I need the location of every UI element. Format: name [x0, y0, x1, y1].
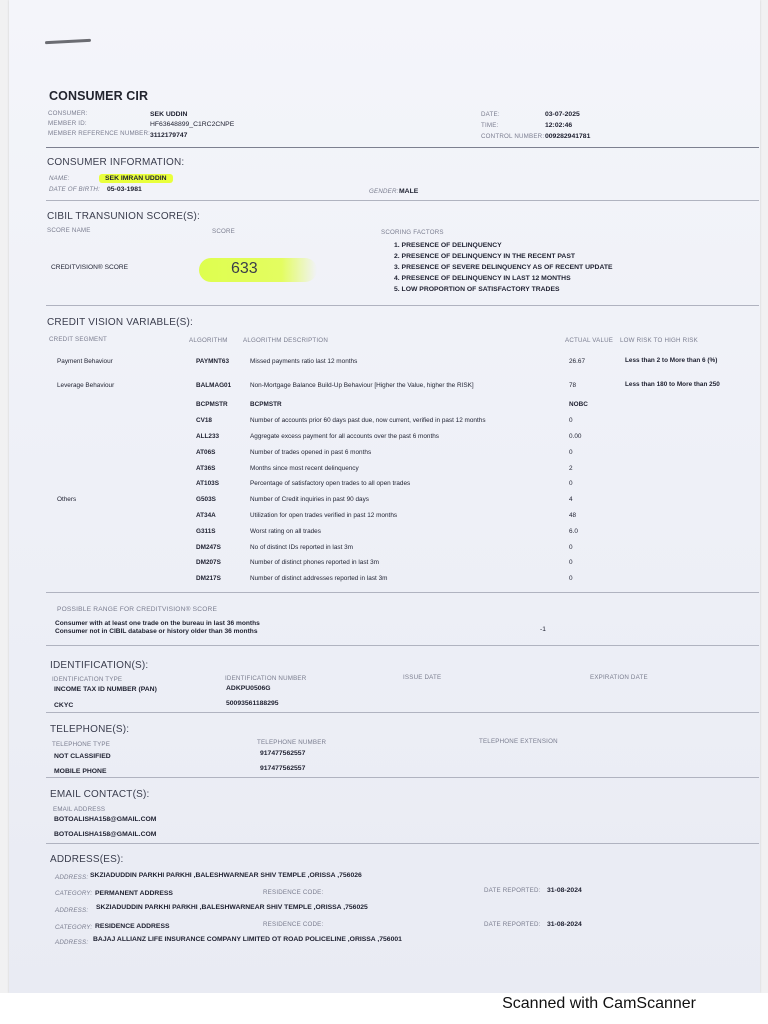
- scoring-factor: 1. PRESENCE OF DELINQUENCY: [394, 242, 502, 249]
- actual-cell: 0: [569, 417, 573, 425]
- risk-cell: [625, 429, 721, 445]
- scoring-factor: 4. PRESENCE OF DELINQUENCY IN LAST 12 MONTHS: [394, 275, 571, 282]
- algorithm-cell: DM217S: [196, 575, 221, 583]
- date-reported-label: DATE REPORTED:: [484, 921, 541, 928]
- segment-cell: [57, 508, 196, 524]
- table-row: [57, 571, 721, 587]
- time-label: TIME:: [481, 122, 499, 129]
- phone-number-cell: 917477562557: [260, 765, 306, 772]
- category-label: CATEGORY:: [55, 924, 93, 931]
- table-row: [57, 460, 721, 476]
- description-cell: Months since most recent delinquency: [250, 464, 359, 472]
- risk-cell: [625, 539, 721, 555]
- score-value: 633: [231, 260, 258, 277]
- description-cell: Utilization for open trades verified in past 12 months: [250, 511, 398, 519]
- table-row: [57, 429, 721, 445]
- actual-cell: 2: [569, 464, 573, 472]
- algorithm-cell: BCPMSTR: [196, 401, 228, 409]
- segment-cell: [57, 555, 196, 571]
- telephone-heading: TELEPHONE(S):: [50, 724, 130, 735]
- member-id-label: MEMBER ID:: [48, 120, 87, 127]
- actual-cell: 0.00: [569, 432, 582, 440]
- date-reported-value: 31-08-2024: [547, 887, 582, 894]
- segment-cell: [57, 571, 196, 587]
- algorithm-cell: AT103S: [196, 480, 219, 488]
- id-number-cell: ADKPU0506G: [226, 685, 271, 692]
- risk-cell: [625, 555, 721, 571]
- phone-number-col: TELEPHONE NUMBER: [257, 739, 327, 746]
- risk-cell: [625, 508, 721, 524]
- email-address-col: EMAIL ADDRESS: [53, 806, 106, 813]
- scoring-factor: 3. PRESENCE OF SEVERE DELINQUENCY AS OF RECENT UPDATE: [394, 264, 613, 271]
- variables-table: [57, 349, 721, 587]
- actual-cell: 26.67: [569, 357, 585, 365]
- actual-cell: 78: [569, 381, 577, 389]
- segment-cell: [57, 397, 196, 413]
- algorithm-cell: PAYMNT63: [196, 357, 230, 365]
- range-line-2: Consumer not in CIBIL database or history older than 36 months: [55, 628, 258, 635]
- description-cell: Number of trades opened in past 6 months: [250, 448, 372, 456]
- scanner-watermark: Scanned with CamScanner: [502, 995, 696, 1012]
- phone-type-cell: NOT CLASSIFIED: [54, 753, 111, 760]
- divider: [46, 777, 759, 778]
- table-row: [57, 539, 721, 555]
- actual-cell: 6.0: [569, 527, 578, 535]
- page-title: CONSUMER CIR: [49, 89, 149, 103]
- address-label: ADDRESS:: [55, 907, 89, 914]
- email-heading: EMAIL CONTACT(S):: [50, 789, 150, 800]
- scanner-footer: [0, 993, 768, 1024]
- variables-heading: CREDIT VISION VARIABLE(S):: [47, 317, 193, 328]
- range-line-1: Consumer with at least one trade on the bureau in last 36 months: [55, 620, 260, 627]
- risk-cell: [625, 476, 721, 492]
- category-value: PERMANENT ADDRESS: [95, 890, 173, 897]
- table-row: [57, 349, 721, 373]
- segment-cell: Leverage Behaviour: [57, 381, 115, 389]
- algorithm-cell: AT36S: [196, 464, 216, 472]
- description-cell: Percentage of satisfactory open trades to all open trades: [250, 480, 411, 488]
- score-col: SCORE: [212, 228, 236, 235]
- control-value: 009282941781: [545, 133, 591, 140]
- residence-code-label: RESIDENCE CODE:: [263, 921, 324, 928]
- algorithm-cell: ALL233: [196, 432, 220, 440]
- segment-col: CREDIT SEGMENT: [49, 336, 108, 343]
- divider: [46, 712, 759, 713]
- address-label: ADDRESS:: [55, 874, 89, 881]
- actual-cell: 0: [569, 575, 573, 583]
- dob-label: DATE OF BIRTH:: [49, 186, 100, 193]
- algorithm-cell: CV18: [196, 417, 212, 425]
- scoring-factors: [394, 242, 613, 297]
- range-heading: POSSIBLE RANGE FOR CREDITVISION® SCORE: [57, 606, 218, 613]
- risk-cell: [625, 523, 721, 539]
- risk-cell: Less than 2 to More than 6 (%): [625, 357, 718, 364]
- description-cell: Worst rating on all trades: [250, 527, 321, 535]
- date-reported-value: 31-08-2024: [547, 921, 582, 928]
- algorithm-cell: G311S: [196, 527, 216, 535]
- gender-label: GENDER:: [369, 188, 399, 195]
- pen-mark: [45, 39, 91, 44]
- actual-col: ACTUAL VALUE: [565, 337, 614, 344]
- actual-cell: 0: [569, 559, 573, 567]
- divider: [46, 645, 759, 646]
- risk-cell: [625, 492, 721, 508]
- algorithm-cell: DM207S: [196, 559, 221, 567]
- segment-cell: [57, 413, 196, 429]
- phone-extension-col: TELEPHONE EXTENSION: [479, 738, 558, 745]
- category-value: RESIDENCE ADDRESS: [95, 923, 170, 930]
- id-type-cell: INCOME TAX ID NUMBER (PAN): [54, 686, 157, 693]
- phone-type-col: TELEPHONE TYPE: [52, 741, 111, 748]
- date-label: DATE:: [481, 111, 500, 118]
- control-label: CONTROL NUMBER:: [481, 133, 545, 140]
- member-id-value: HF63648899_C1RC2CNPE: [150, 121, 235, 128]
- id-number-cell: 50093561188295: [226, 700, 279, 707]
- id-type-col: IDENTIFICATION TYPE: [52, 676, 123, 683]
- actual-cell: 0: [569, 543, 573, 551]
- table-row: [57, 523, 721, 539]
- consumer-label: CONSUMER:: [48, 110, 88, 117]
- time-value: 12:02:46: [545, 122, 573, 129]
- segment-cell: [57, 429, 196, 445]
- algorithm-cell: BALMAG01: [196, 381, 232, 389]
- risk-cell: Less than 180 to More than 250: [625, 381, 720, 388]
- risk-cell: [625, 397, 721, 413]
- id-expiry-col: EXPIRATION DATE: [590, 674, 648, 681]
- date-value: 03-07-2025: [545, 111, 580, 118]
- segment-cell: [57, 460, 196, 476]
- algorithm-cell: AT06S: [196, 448, 216, 456]
- range-value-2: -1: [540, 626, 546, 633]
- factors-col: SCORING FACTORS: [381, 229, 444, 236]
- phone-number-cell: 917477562557: [260, 750, 306, 757]
- segment-cell: [57, 539, 196, 555]
- divider: [46, 592, 759, 593]
- description-cell: Number of accounts prior 60 days past due, now current, verified in past 12 months: [250, 417, 486, 425]
- id-type-cell: CKYC: [54, 702, 74, 709]
- address-value: SKZIADUDDIN PARKHI PARKHI ,BALESHWARNEAR SHIV TEMPLE ,ORISSA ,756025: [96, 904, 368, 911]
- table-row: [57, 444, 721, 460]
- email-cell: BOTOALISHA158@GMAIL.COM: [54, 831, 157, 838]
- dob-value: 05-03-1981: [107, 186, 142, 193]
- email-cell: BOTOALISHA158@GMAIL.COM: [54, 816, 157, 823]
- risk-cell: [625, 413, 721, 429]
- id-issue-col: ISSUE DATE: [403, 674, 442, 681]
- description-cell: Number of distinct addresses reported in last 3m: [250, 575, 388, 583]
- segment-cell: [57, 476, 196, 492]
- address-label: ADDRESS:: [55, 939, 89, 946]
- table-row: [57, 373, 721, 397]
- description-cell: Number of Credit inquiries in past 90 days: [250, 496, 369, 504]
- divider: [46, 305, 759, 306]
- member-ref-value: 3112179747: [150, 132, 188, 139]
- algorithm-col: ALGORITHM: [189, 337, 228, 344]
- description-cell: BCPMSTR: [250, 401, 282, 409]
- id-number-col: IDENTIFICATION NUMBER: [225, 675, 307, 682]
- divider: [46, 147, 759, 148]
- consumer-value: SEK UDDIN: [150, 111, 188, 118]
- description-col: ALGORITHM DESCRIPTION: [243, 337, 328, 344]
- report-sheet: [9, 0, 760, 993]
- score-name: CREDITVISION® SCORE: [51, 264, 129, 271]
- date-reported-label: DATE REPORTED:: [484, 887, 541, 894]
- actual-cell: 48: [569, 511, 577, 519]
- algorithm-cell: G503S: [196, 496, 216, 504]
- table-row: [57, 397, 721, 413]
- name-value: [99, 175, 173, 182]
- residence-code-label: RESIDENCE CODE:: [263, 889, 324, 896]
- actual-cell: 0: [569, 448, 573, 456]
- segment-cell: Payment Behaviour: [57, 357, 113, 365]
- name-label: NAME:: [49, 175, 70, 182]
- phone-type-cell: MOBILE PHONE: [54, 768, 107, 775]
- table-row: [57, 555, 721, 571]
- score-heading: CIBIL TRANSUNION SCORE(S):: [47, 211, 200, 222]
- consumer-info-heading: CONSUMER INFORMATION:: [47, 157, 185, 168]
- algorithm-cell: DM247S: [196, 543, 221, 551]
- risk-cell: [625, 571, 721, 587]
- actual-cell: 0: [569, 480, 573, 488]
- member-ref-label: MEMBER REFERENCE NUMBER:: [48, 130, 151, 137]
- actual-cell: 4: [569, 496, 573, 504]
- divider: [46, 843, 759, 844]
- table-row: [57, 508, 721, 524]
- segment-cell: [57, 523, 196, 539]
- address-value: BAJAJ ALLIANZ LIFE INSURANCE COMPANY LIMITED OT ROAD POLICELINE ,ORISSA ,756001: [93, 936, 402, 943]
- category-label: CATEGORY:: [55, 890, 93, 897]
- table-row: [57, 413, 721, 429]
- addresses-heading: ADDRESS(ES):: [50, 854, 124, 865]
- description-cell: Aggregate excess payment for all accounts over the past 6 months: [250, 432, 439, 440]
- algorithm-cell: AT34A: [196, 511, 216, 519]
- gender-value: MALE: [399, 188, 419, 195]
- description-cell: Number of distinct phones reported in last 3m: [250, 559, 379, 567]
- segment-cell: Others: [57, 496, 77, 504]
- address-value: SKZIADUDDIN PARKHI PARKHI ,BALESHWARNEAR SHIV TEMPLE ,ORISSA ,756026: [90, 872, 362, 879]
- description-cell: Missed payments ratio last 12 months: [250, 357, 358, 365]
- description-cell: Non-Mortgage Balance Build-Up Behaviour [Higher the Value, higher the RISK]: [250, 381, 474, 389]
- identification-heading: IDENTIFICATION(S):: [50, 660, 149, 671]
- risk-cell: [625, 460, 721, 476]
- score-highlight: [199, 258, 317, 282]
- score-name-col: SCORE NAME: [47, 227, 91, 234]
- table-row: [57, 492, 721, 508]
- scoring-factor: 2. PRESENCE OF DELINQUENCY IN THE RECENT PAST: [394, 253, 576, 260]
- segment-cell: [57, 444, 196, 460]
- scoring-factor: 5. LOW PROPORTION OF SATISFACTORY TRADES: [394, 286, 560, 293]
- risk-col: LOW RISK TO HIGH RISK: [620, 337, 698, 344]
- actual-cell: NOBC: [569, 401, 588, 409]
- name-highlight: SEK IMRAN UDDIN: [99, 174, 173, 183]
- divider: [46, 200, 759, 201]
- risk-cell: [625, 444, 721, 460]
- table-row: [57, 476, 721, 492]
- description-cell: No of distinct IDs reported in last 3m: [250, 543, 354, 551]
